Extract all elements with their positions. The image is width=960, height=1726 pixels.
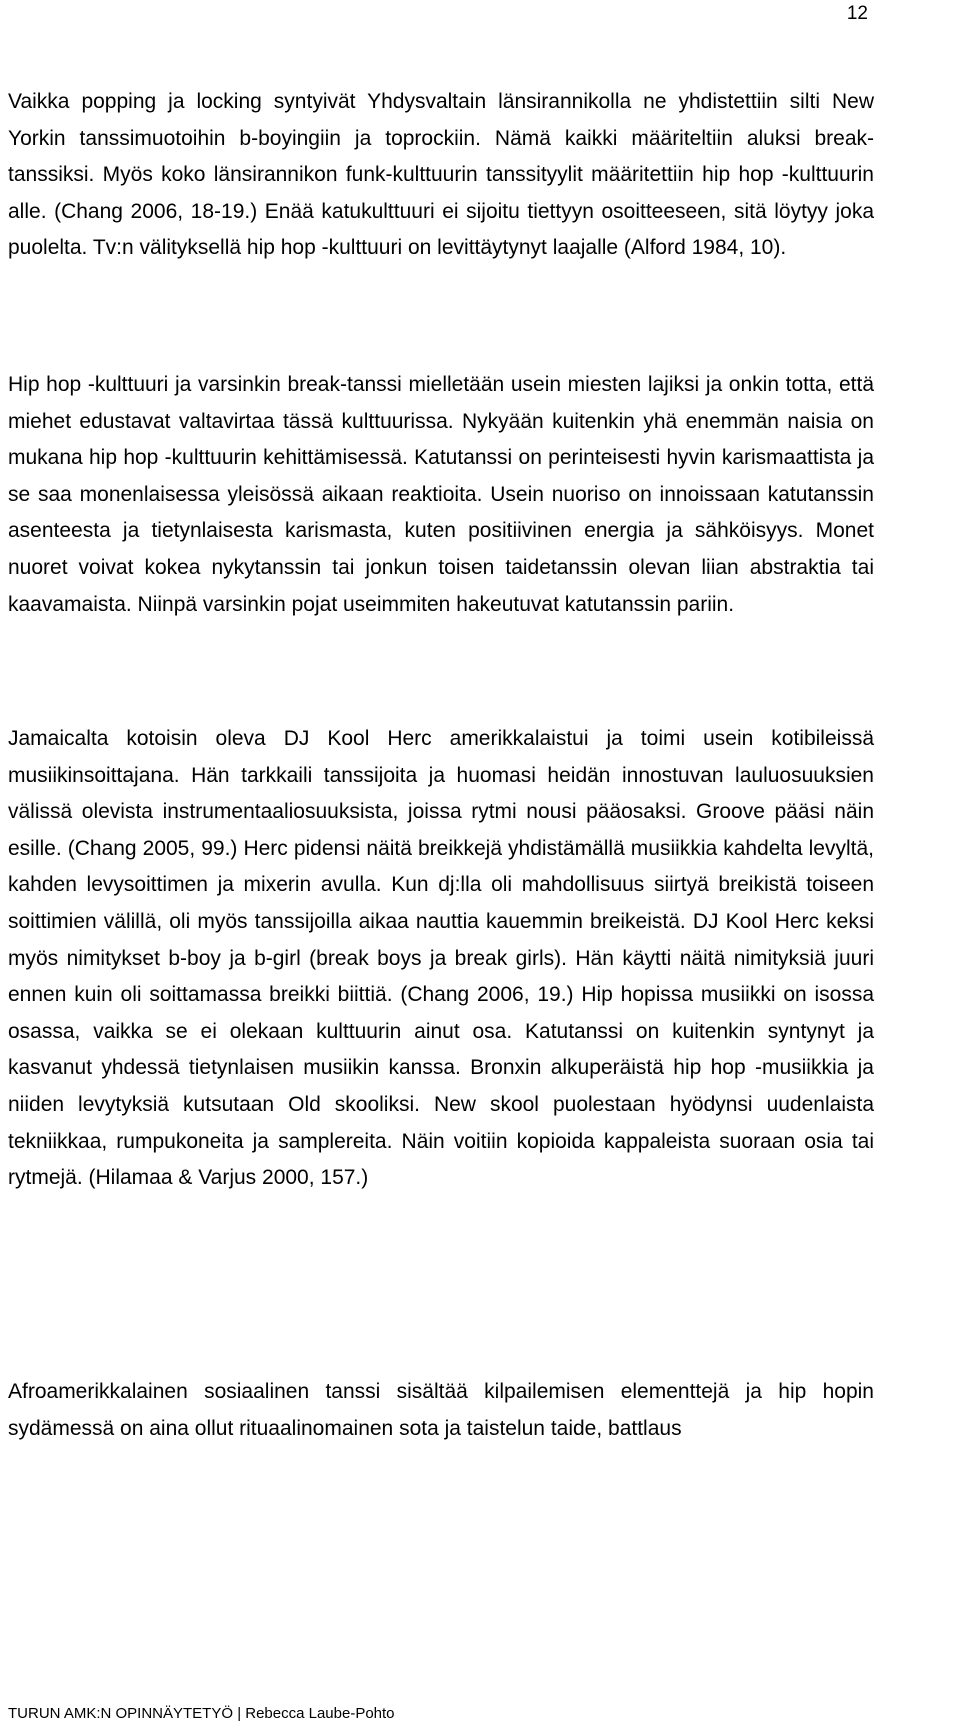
paragraph-popping-locking: Vaikka popping ja locking syntyivät Yhdysvaltain länsirannikolla ne yhdistettiin silti New Yorkin tanssimuotoihin b-boyingiin ja toprockiin. Nämä kaikki määriteltiin aluksi break-tanssiksi. Myös koko länsirannikon funk-kulttuurin tanssityylit määritettiin hip hop -kulttuurin alle. (Chang 2006, 18-19.) Enää katukulttuuri ei sijoitu tiettyyn osoitteeseen, sitä löytyy joka puolelta. Tv:n välityksellä hip hop -kulttuuri on levittäytynyt laajalle (Alford 1984, 10). [8, 90, 874, 260]
paragraph-social-dance: Afroamerikkalainen sosiaalinen tanssi sisältää kilpailemisen elementtejä ja hip hopin sydämessä on aina ollut rituaalinomainen sota ja taistelun taide, battlaus [8, 1380, 874, 1440]
paragraph-dj-kool-herc: Jamaicalta kotoisin oleva DJ Kool Herc amerikkalaistui ja toimi usein kotibileissä musiikinsoittajana. Hän tarkkaili tanssijoita ja huomasi heidän innostuvan lauluosuuksien välissä olevista instrumentaaliosuuksista, joissa rytmi nousi pääosaksi. Groove pääsi näin esille. (Chang 2005, 99.) Herc pidensi näitä breikkejä yhdistämällä musiikkia kahdelta levyltä, kahden levysoittimen ja mixerin avulla. Kun dj:lla oli mahdollisuus siirtyä breikistä toiseen soittimien välillä, oli myös tanssijoilla aikaa nauttia kauemmin breikeistä. DJ Kool Herc keksi myös nimitykset b-boy ja b-girl (break boys ja break girls). Hän käytti näitä nimityksiä juuri ennen kuin oli soittamassa breikki biittiä. (Chang 2006, 19.) Hip hopissa musiikki on isossa osassa, vaikka se ei olekaan kulttuurin ainut osa. Katutanssi on kuitenkin syntynyt ja kasvanut yhdessä tietynlaisen musiikin kanssa. Bronxin alkuperäistä hip hop -musiikkia ja niiden levytyksiä kutsutaan Old skooliksi. New skool puolestaan hyödynsi uudenlaista tekniikkaa, rumpukoneita ja samplereita. Näin voitiin kopioida kappaleista suoraan osia tai rytmejä. (Hilamaa & Varjus 2000, 157.) [8, 727, 874, 1190]
paragraph-gender-culture: Hip hop -kulttuuri ja varsinkin break-tanssi mielletään usein miesten lajiksi ja onkin totta, että miehet edustavat valtavirtaa tässä kulttuurissa. Nykyään kuitenkin yhä enemmän naisia on mukana hip hop -kulttuurin kehittämisessä. Katutanssi on perinteisesti hyvin karismaattista ja se saa monenlaisessa yleisössä aikaan reaktioita. Usein nuoriso on innoissaan katutanssin asenteesta ja tietynlaisesta karismasta, kuten positiivinen energia ja sähköisyys. Monet nuoret voivat kokea nykytanssin tai jonkun toisen taidetanssin olevan liian abstraktia tai kaavamaista. Niinpä varsinkin pojat useimmiten hakeutuvat katutanssin pariin. [8, 373, 874, 616]
page-number: 12 [846, 3, 868, 24]
page-footer: TURUN AMK:N OPINNÄYTETYÖ | Rebecca Laube-Pohto [8, 1705, 395, 1722]
